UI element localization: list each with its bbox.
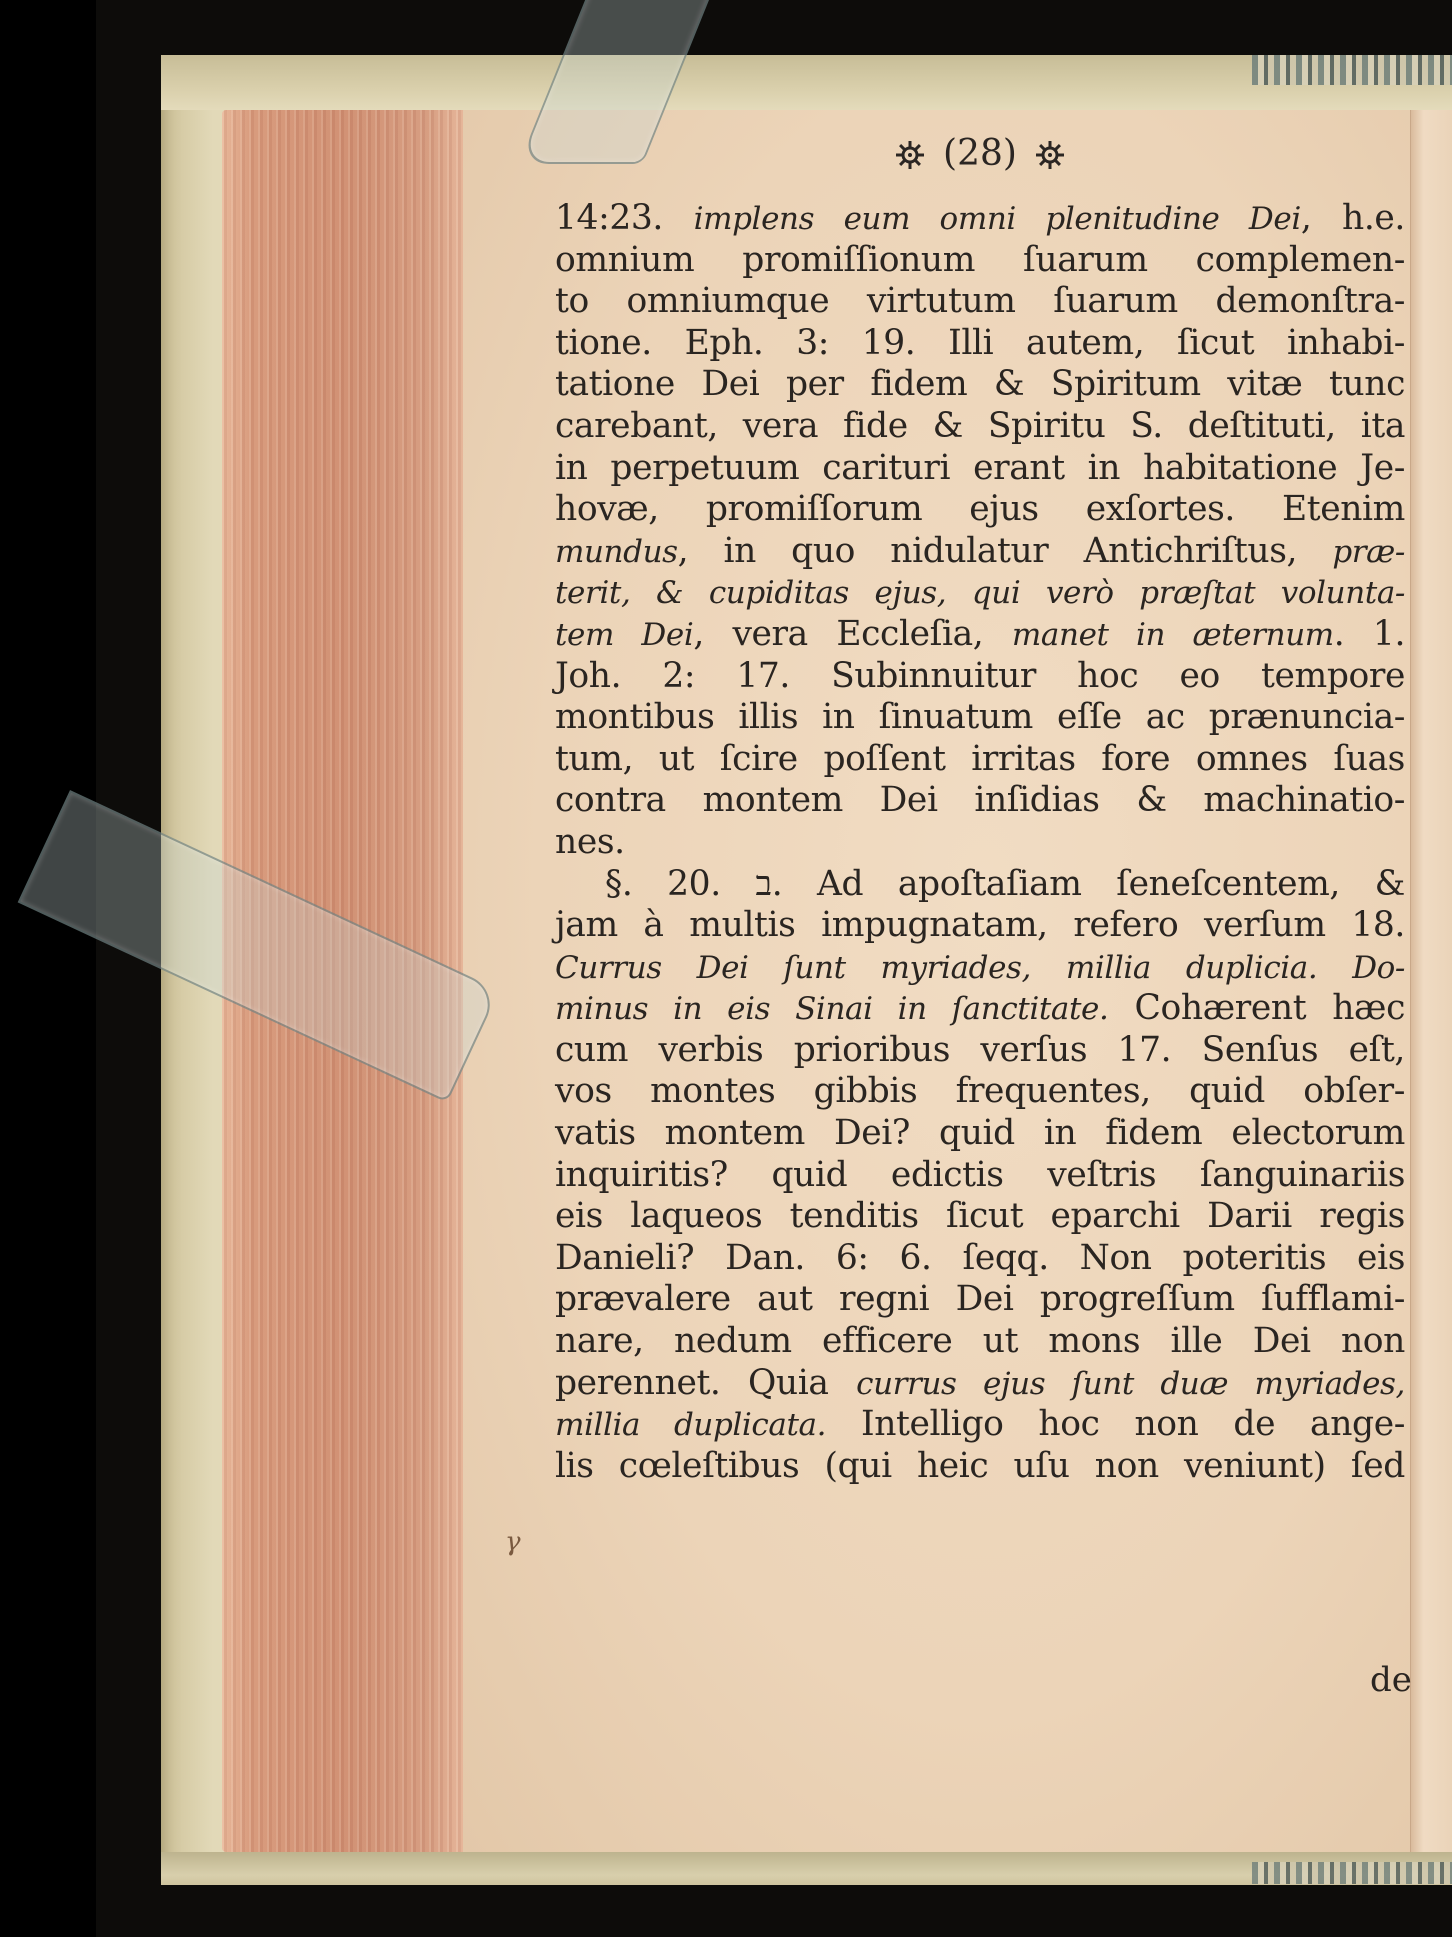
text-line: [555, 240, 1405, 282]
text-line: [555, 1071, 1405, 1113]
text-line: [555, 822, 1405, 864]
text-line: [555, 780, 1405, 822]
text-line: [555, 988, 1405, 1030]
text-line: [555, 323, 1405, 365]
roman-text-span: nare, nedum efficere ut mons ille Dei non: [555, 1321, 1405, 1362]
roman-text-span: jam à multis impugnatam, refero verſum 18.: [555, 905, 1405, 946]
roman-text-span: lis cœleſtibus (qui heic uſu non veniunt) ſed: [555, 1445, 1405, 1486]
page-number: (28): [943, 132, 1017, 174]
roman-text-span: perennet. Quia: [555, 1362, 857, 1403]
text-line: [555, 281, 1405, 323]
italic-text-span: mundus: [555, 533, 678, 570]
roman-text-span: tione. Eph. 3: 19. Illi autem, ſicut inhabi-: [555, 322, 1405, 363]
roman-text-span: inquiritis? quid edictis veſtris ſanguinariis: [555, 1154, 1405, 1195]
scan-background-strip: [0, 0, 96, 1937]
roman-text-span: nes.: [555, 821, 625, 862]
italic-text-span: millia duplicata.: [555, 1407, 827, 1444]
text-line: [555, 697, 1405, 739]
roman-text-span: Joh. 2: 17. Subinnuitur hoc eo tempore: [555, 655, 1405, 696]
roman-text-span: cum verbis prioribus verſus 17. Senſus eſt,: [555, 1029, 1405, 1070]
roman-text-span: hovæ, promiſſorum ejus exſortes. Etenim: [555, 489, 1405, 530]
roman-text-span: contra montem Dei inſidias & machinatio-: [555, 780, 1405, 821]
roman-text-span: §. 20. ב. Ad apoſtaſiam ſeneſcentem, &: [605, 863, 1405, 904]
roman-text-span: , h.e.: [1300, 198, 1405, 238]
text-line: [555, 1279, 1405, 1321]
italic-text-span: minus in eis Sinai in ſanctitate.: [555, 991, 1109, 1028]
text-line: [555, 864, 1405, 906]
text-line: [555, 198, 1405, 240]
text-line: [555, 406, 1405, 448]
italic-text-span: tem Dei: [555, 616, 694, 653]
running-head: [840, 128, 1120, 178]
text-line: [555, 364, 1405, 406]
text-line: [555, 1238, 1405, 1280]
roman-text-span: vos montes gibbis frequentes, quid obſer-: [555, 1071, 1405, 1112]
headband: [1252, 55, 1452, 85]
italic-text-span: currus ejus ſunt duæ myriades,: [856, 1365, 1405, 1402]
text-line: [555, 572, 1405, 614]
text-line: [555, 448, 1405, 490]
roman-text-span: tum, ut ſcire poſſent irritas fore omnes ſuas: [555, 738, 1405, 779]
roman-text-span: prævalere aut regni Dei progreſſum ſufflami-: [555, 1279, 1405, 1320]
fleuron-ornament-icon: [895, 138, 925, 168]
text-line: [555, 1196, 1405, 1238]
roman-text-span: Intelligo hoc non de ange-: [826, 1404, 1405, 1445]
roman-text-span: to omniumque virtutum ſuarum demonſtra-: [555, 281, 1405, 322]
italic-text-span: manet in æternum: [1011, 616, 1334, 653]
text-line: [555, 1404, 1405, 1446]
roman-text-span: tatione Dei per fidem & Spiritum vitæ tunc: [555, 364, 1405, 405]
italic-text-span: Currus Dei ſunt myriades, millia duplicia. Do-: [555, 949, 1405, 986]
text-line: [555, 905, 1405, 947]
text-line: [555, 1321, 1405, 1363]
italic-text-span: implens eum omni plenitudine Dei: [693, 201, 1301, 237]
italic-text-span: præ-: [1332, 533, 1405, 570]
italic-text-span: terit, & cupiditas ejus, qui verò præſtat volunta-: [555, 575, 1405, 612]
text-line: [555, 1113, 1405, 1155]
body-text: [555, 198, 1405, 1487]
text-line: [555, 1446, 1405, 1488]
roman-text-span: eis laqueos tenditis ſicut eparchi Darii regis: [555, 1196, 1405, 1237]
catchword: de: [1370, 1660, 1412, 1700]
roman-text-span: , in quo nidulatur Antichriſtus,: [677, 530, 1333, 571]
roman-text-span: 14:23.: [555, 198, 694, 238]
adjacent-page-edge: [1410, 110, 1452, 1852]
text-line: [555, 656, 1405, 698]
tailband: [1252, 1862, 1452, 1884]
roman-text-span: Danieli? Dan. 6: 6. ſeqq. Non poteritis eis: [555, 1237, 1405, 1278]
text-line: [555, 489, 1405, 531]
text-line: [555, 1155, 1405, 1197]
text-line: [555, 614, 1405, 656]
roman-text-span: montibus illis in ſinuatum eſſe ac prænuncia-: [555, 697, 1405, 738]
roman-text-span: . 1.: [1333, 613, 1406, 654]
roman-text-span: carebant, vera fide & Spiritu S. deſtituti, ita: [555, 405, 1405, 446]
text-line: [555, 1363, 1405, 1405]
text-line: [555, 739, 1405, 781]
fleuron-ornament-icon: [1035, 138, 1065, 168]
roman-text-span: vatis montem Dei? quid in fidem electorum: [555, 1113, 1405, 1154]
roman-text-span: in perpetuum carituri erant in habitatione Je-: [555, 447, 1405, 488]
marginal-annotation: γ: [505, 1527, 521, 1557]
text-line: [555, 947, 1405, 989]
text-line: [555, 531, 1405, 573]
roman-text-span: , vera Eccleſia,: [693, 613, 1012, 654]
roman-text-span: Cohærent hæc: [1108, 988, 1405, 1029]
roman-text-span: omnium promiſſionum ſuarum complemen-: [555, 239, 1405, 280]
text-line: [555, 1030, 1405, 1072]
